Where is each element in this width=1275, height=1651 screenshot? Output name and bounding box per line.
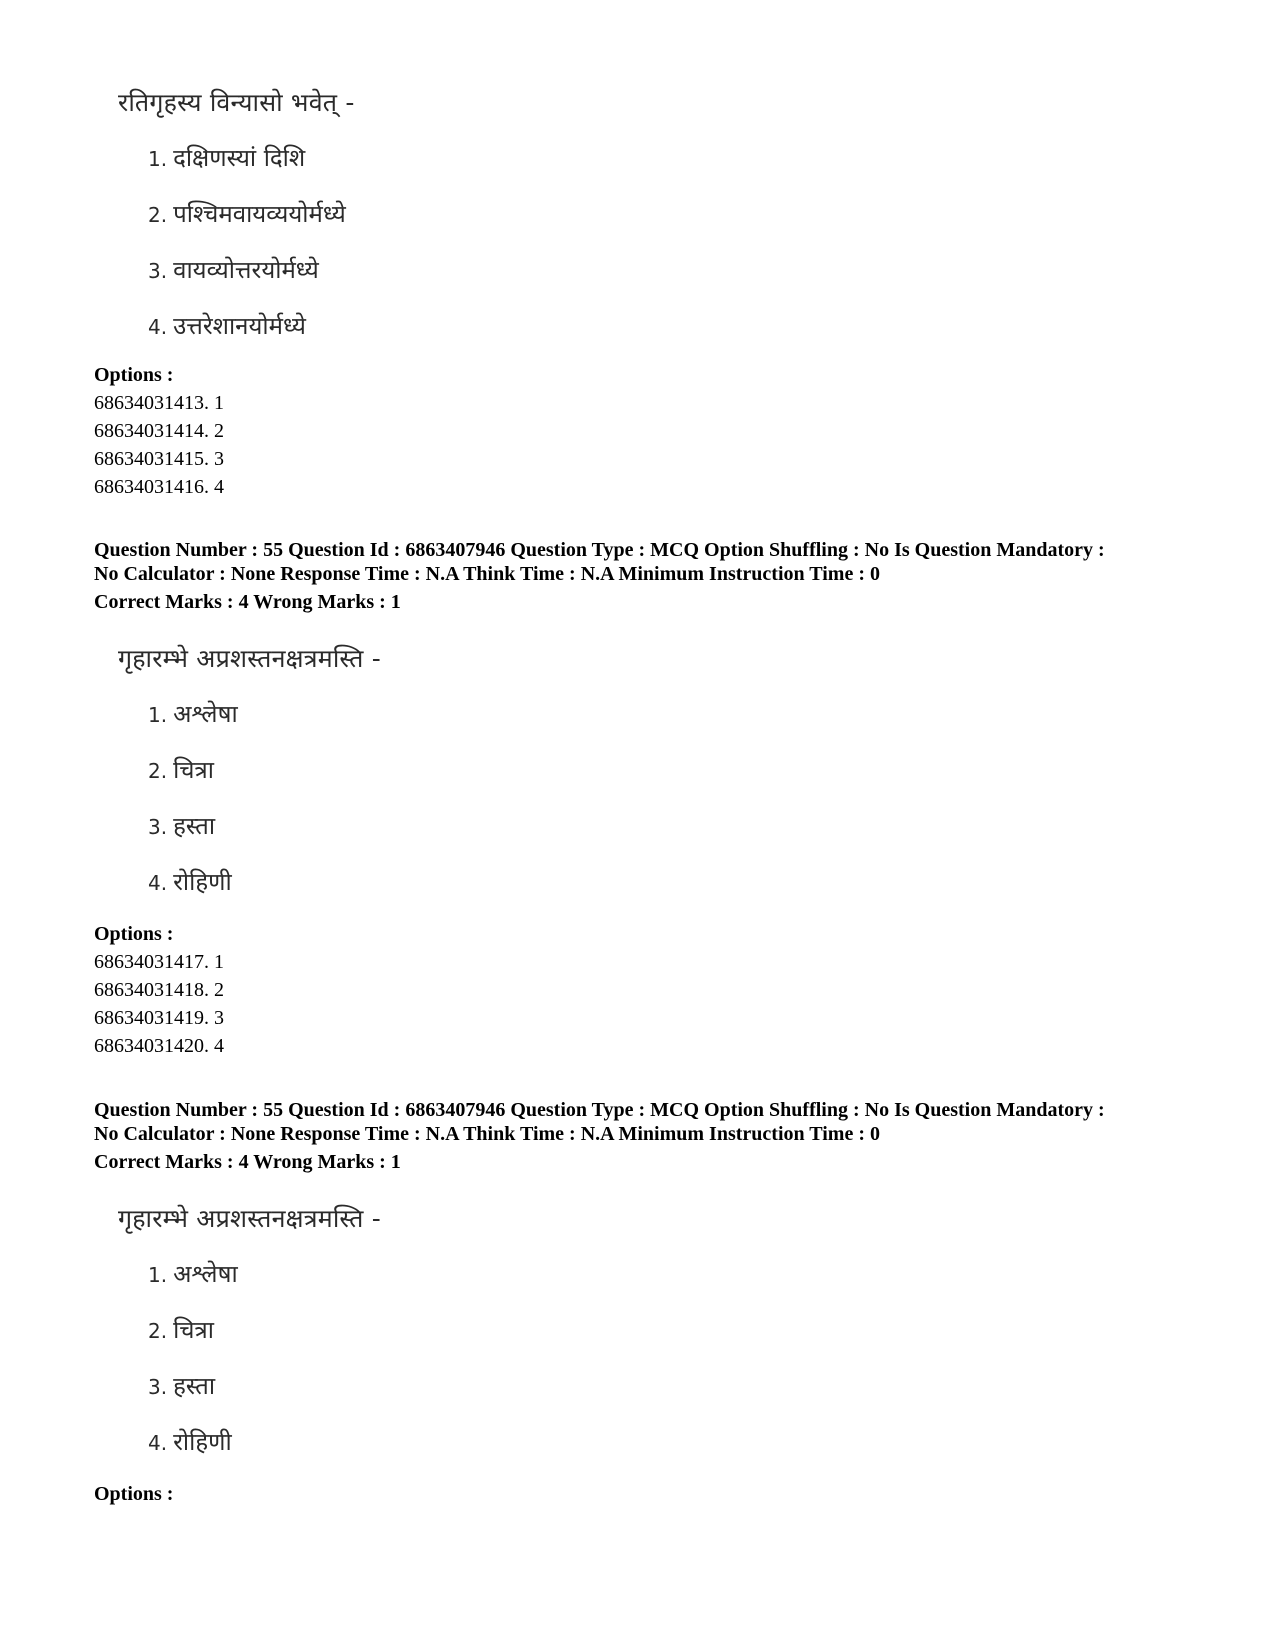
choice-2: 2. पश्चिमवायव्ययोर्मध्ये [148,200,346,228]
question-stem: रतिगृहस्य विन्यासो भवेत् - [118,88,355,117]
meta-line-1: Question Number : 55 Question Id : 6863407946 Question Type : MCQ Option Shuffling : No Is Question Mandatory : [94,1099,1105,1121]
option-item: 68634031415. 3 [94,448,224,470]
choice-4: 4. रोहिणी [148,868,232,896]
options-label: Options : [94,364,174,386]
question-image-2 [118,642,381,896]
question-image-1 [118,86,355,340]
options-list-1 [94,361,224,501]
option-item: 68634031413. 1 [94,392,224,414]
question-stem: गृहारम्भे अप्रशस्तनक्षत्रमस्ति - [118,1204,381,1233]
choice-2: 2. चित्रा [148,756,215,784]
choice-4: 4. उत्तरेशानयोर्मध्ये [148,312,306,340]
meta-line-2: No Calculator : None Response Time : N.A Think Time : N.A Minimum Instruction Time : 0 [94,563,880,585]
option-item: 68634031416. 4 [94,476,224,498]
options-list-2 [94,920,224,1060]
question-meta-2 [94,538,1194,614]
option-item: 68634031418. 2 [94,979,224,1001]
meta-line-2: No Calculator : None Response Time : N.A Think Time : N.A Minimum Instruction Time : 0 [94,1123,880,1145]
choice-1: 1. अश्लेषा [148,1260,238,1288]
option-item: 68634031417. 1 [94,951,224,973]
choice-3: 3. हस्ता [148,812,216,840]
options-label: Options : [94,1483,174,1505]
choice-3: 3. वायव्योत्तरयोर्मध्ये [148,256,319,284]
option-item: 68634031420. 4 [94,1035,224,1057]
choice-1: 1. दक्षिणस्यां दिशि [148,144,306,172]
options-label: Options : [94,923,174,945]
choice-2: 2. चित्रा [148,1316,215,1344]
option-item: 68634031414. 2 [94,420,224,442]
options-list-3 [94,1480,173,1508]
marks-line: Correct Marks : 4 Wrong Marks : 1 [94,591,401,613]
option-item: 68634031419. 3 [94,1007,224,1029]
choice-3: 3. हस्ता [148,1372,216,1400]
question-image-3 [118,1202,381,1456]
choice-4: 4. रोहिणी [148,1428,232,1456]
meta-line-1: Question Number : 55 Question Id : 6863407946 Question Type : MCQ Option Shuffling : No Is Question Mandatory : [94,539,1105,561]
choice-1: 1. अश्लेषा [148,700,238,728]
marks-line: Correct Marks : 4 Wrong Marks : 1 [94,1151,401,1173]
question-meta-3 [94,1098,1194,1174]
question-stem: गृहारम्भे अप्रशस्तनक्षत्रमस्ति - [118,644,381,673]
